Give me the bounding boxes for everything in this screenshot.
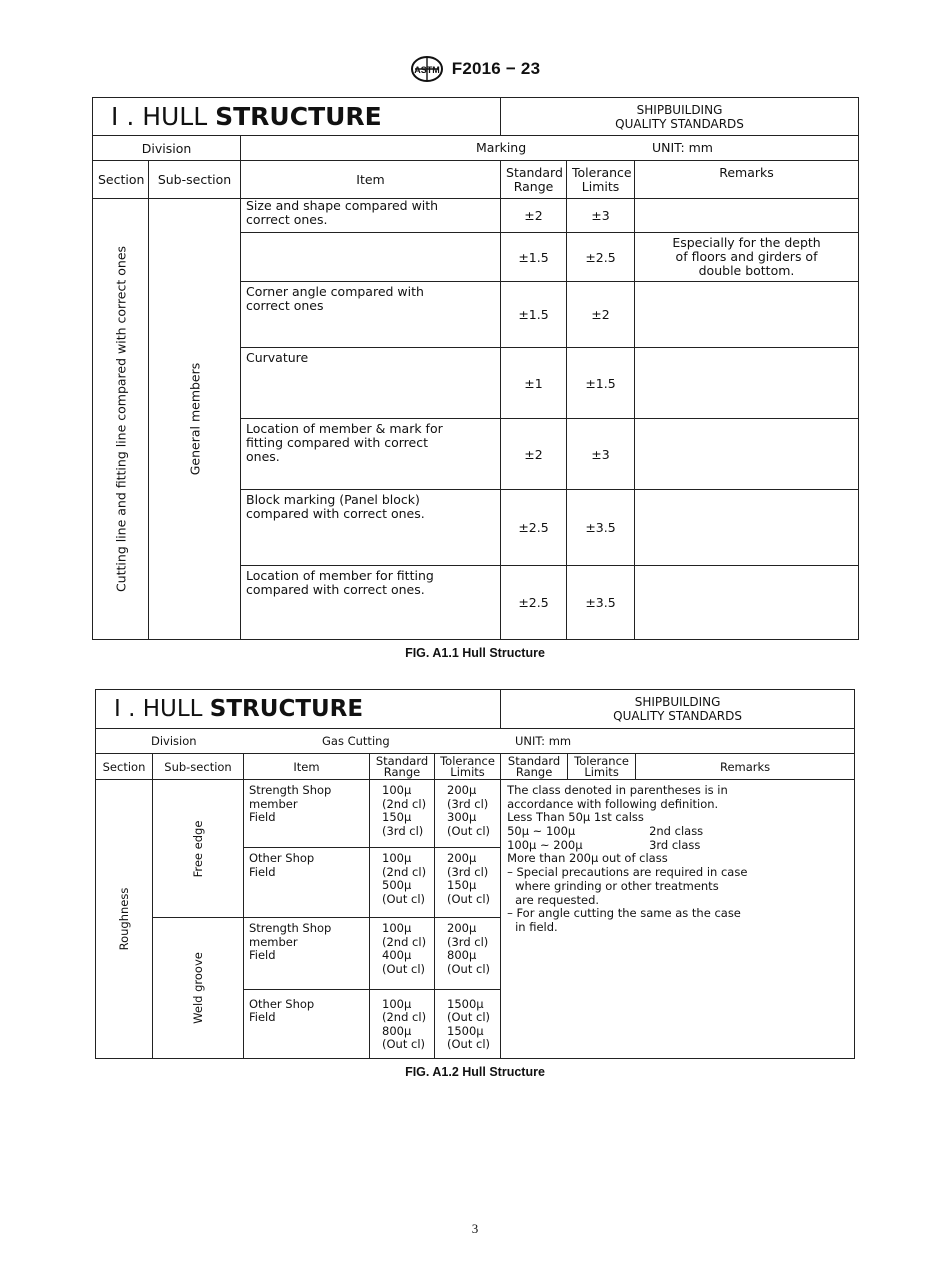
item-header: Item (244, 754, 370, 780)
page-number: 3 (471, 1221, 479, 1236)
subsection-cell-free-edge (153, 780, 244, 918)
tolerance-value: 200μ (3rd cl) 800μ (Out cl) (435, 918, 501, 990)
section-header: Section (93, 161, 149, 199)
item-cell: Location of member for fitting compared with correct ones. (241, 566, 501, 640)
tolerance-value: ±3 (567, 419, 635, 490)
standard-value: ±2 (501, 419, 567, 490)
subsection-text: Weld groove (191, 952, 205, 1024)
tolerance-value: ±2.5 (567, 233, 635, 282)
item-cell: Block marking (Panel block) compared with correct ones. (241, 490, 501, 566)
tolerance-value: ±1.5 (567, 348, 635, 419)
section-text: Cutting line and fitting line compared with correct ones (113, 245, 128, 593)
svg-text:ASTM: ASTM (414, 65, 440, 75)
tolerance-value: ±2 (567, 282, 635, 348)
table-title: I . HULL STRUCTURE (93, 98, 501, 136)
unit-label: UNIT: mm (652, 140, 713, 155)
item-cell: Strength Shop member Field (244, 780, 370, 848)
marking-header-cell (241, 136, 859, 161)
document-header (0, 56, 950, 82)
remarks-cell: Especially for the depth of floors and girders of double bottom. (635, 233, 859, 282)
subsection-text: Free edge (191, 820, 205, 877)
tolerance-value: ±3.5 (567, 490, 635, 566)
tolerance-limits-header: Tolerance Limits (567, 161, 635, 199)
standard-range-header-2: Standard Range (501, 754, 568, 780)
figure-caption-1: FIG. A1.1 Hull Structure (405, 646, 545, 660)
tolerance-value: ±3.5 (567, 566, 635, 640)
standard-value: 100μ (2nd cl) 150μ (3rd cl) (370, 780, 435, 848)
standard-value: ±2.5 (501, 566, 567, 640)
standard-value: 100μ (2nd cl) 500μ (Out cl) (370, 848, 435, 918)
remarks-cell: The class denoted in parentheses is in accordance with following definition. Less Than 50μ 1st calss 50μ ~ 100μ 2nd class 100μ ~ 200μ 3rd class More than 200μ out of class – Special precautions are required in case where grinding or other treatments are requested. – For angle cutting the same as the case in field. (501, 780, 855, 1059)
division-gas-cutting-row (96, 729, 855, 754)
table-title: I . HULL STRUCTURE (96, 690, 501, 729)
item-cell: Curvature (241, 348, 501, 419)
table-row (93, 199, 859, 233)
remarks-header: Remarks (636, 754, 855, 780)
remarks-header: Remarks (635, 161, 859, 199)
tolerance-value: 200μ (3rd cl) 300μ (Out cl) (435, 780, 501, 848)
subsection-cell-weld-groove (153, 918, 244, 1059)
gas-cutting-label: Gas Cutting (322, 734, 390, 748)
section-cell (96, 780, 153, 1059)
tolerance-limits-header: Tolerance Limits (435, 754, 501, 780)
figure-caption-2: FIG. A1.2 Hull Structure (405, 1065, 545, 1079)
remarks-cell (635, 199, 859, 233)
remarks-cell (635, 348, 859, 419)
standard-value: ±1 (501, 348, 567, 419)
item-cell: Other Shop Field (244, 848, 370, 918)
hull-structure-gas-cutting-table (95, 689, 855, 1059)
standard-value: 100μ (2nd cl) 400μ (Out cl) (370, 918, 435, 990)
unit-label: UNIT: mm (515, 734, 572, 748)
standard-range-header: Standard Range (370, 754, 435, 780)
subsection-text: General members (187, 362, 202, 476)
document-id: F2016 − 23 (451, 59, 541, 78)
standard-value: ±1.5 (501, 233, 567, 282)
item-cell: Other Shop Field (244, 989, 370, 1059)
remarks-cell (635, 282, 859, 348)
division-label: Division (151, 734, 197, 748)
item-cell: Location of member & mark for fitting compared with correct ones. (241, 419, 501, 490)
subsection-header: Sub-section (153, 754, 244, 780)
remarks-cell (635, 419, 859, 490)
marking-label: Marking (476, 140, 527, 155)
table-row (96, 780, 855, 848)
standard-range-header: Standard Range (501, 161, 567, 199)
remarks-cell (635, 566, 859, 640)
item-cell: Strength Shop member Field (244, 918, 370, 990)
astm-logo-icon (410, 56, 444, 82)
tolerance-value: ±3 (567, 199, 635, 233)
item-cell: Size and shape compared with correct ones. (241, 199, 501, 233)
standard-value: ±2.5 (501, 490, 567, 566)
remarks-cell (635, 490, 859, 566)
subsection-cell (149, 199, 241, 640)
standard-value: ±2 (501, 199, 567, 233)
item-cell: Corner angle compared with correct ones (241, 282, 501, 348)
item-header: Item (241, 161, 501, 199)
item-cell (241, 233, 501, 282)
division-label: Division (93, 136, 241, 161)
standard-value: ±1.5 (501, 282, 567, 348)
section-cell (93, 199, 149, 640)
subsection-header: Sub-section (149, 161, 241, 199)
quality-standards-label: SHIPBUILDING QUALITY STANDARDS (501, 98, 859, 136)
tolerance-value: 200μ (3rd cl) 150μ (Out cl) (435, 848, 501, 918)
tolerance-limits-header-2: Tolerance Limits (568, 754, 636, 780)
standard-value: 100μ (2nd cl) 800μ (Out cl) (370, 989, 435, 1059)
section-text: Roughness (117, 887, 131, 951)
section-header: Section (96, 754, 153, 780)
tolerance-value: 1500μ (Out cl) 1500μ (Out cl) (435, 989, 501, 1059)
quality-standards-label: SHIPBUILDING QUALITY STANDARDS (501, 690, 855, 729)
hull-structure-marking-table (92, 97, 859, 640)
